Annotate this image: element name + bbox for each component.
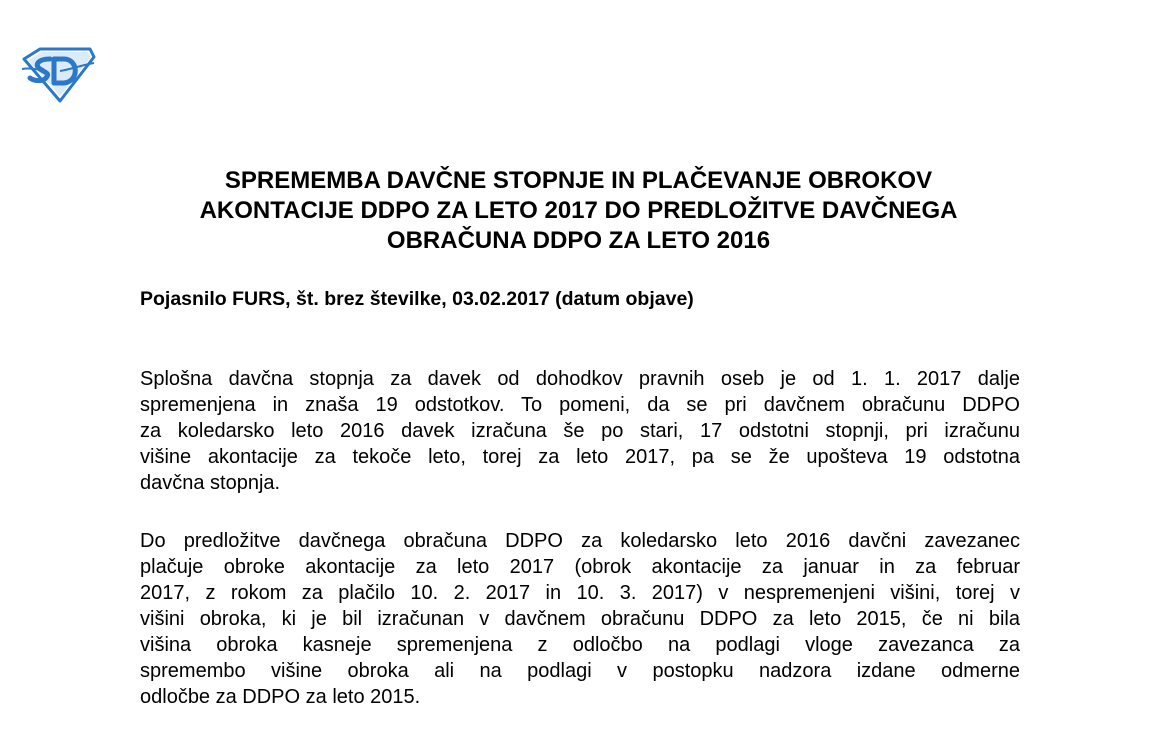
paragraph-line: višina obroka kasneje spremenjena z odločbo na podlagi vloge zavezanca za xyxy=(140,634,1020,656)
document-subtitle: Pojasnilo FURS, št. brez številke, 03.02.2017 (datum objave) xyxy=(140,288,694,310)
sd-shield-logo-icon xyxy=(20,47,96,103)
paragraph-line: spremenjena in znaša 19 odstotkov. To pomeni, da se pri davčnem obračunu DDPO xyxy=(140,394,1020,416)
title-line: SPREMEMBA DAVČNE STOPNJE IN PLAČEVANJE OBROKOV xyxy=(224,167,933,194)
title-line: AKONTACIJE DDPO ZA LETO 2017 DO PREDLOŽITVE DAVČNEGA xyxy=(199,197,958,224)
paragraph-line: odločbe za DDPO za leto 2015. xyxy=(140,686,421,708)
paragraph-line: plačuje obroke akontacije za leto 2017 (obrok akontacije za januar in za februar xyxy=(140,556,1020,578)
paragraph-line: Splošna davčna stopnja za davek od dohodkov pravnih oseb je od 1. 1. 2017 dalje xyxy=(140,368,1020,390)
paragraph-1 xyxy=(140,366,1020,496)
paragraph-line: za koledarsko leto 2016 davek izračuna še po stari, 17 odstotni stopnji, pri izračunu xyxy=(140,420,1020,442)
paragraph-2 xyxy=(140,528,1020,710)
paragraph-line: spremembo višine obroka ali na podlagi v postopku nadzora izdane odmerne xyxy=(140,660,1020,682)
paragraph-line: višini obroka, ki je bil izračunan v davčnem obračunu DDPO za leto 2015, če ni bila xyxy=(140,608,1020,630)
paragraph-line: višine akontacije za tekoče leto, torej za leto 2017, pa se že upošteva 19 odstotna xyxy=(140,446,1020,468)
paragraph-line: 2017, z rokom za plačilo 10. 2. 2017 in 10. 3. 2017) v nespremenjeni višini, torej v xyxy=(140,582,1020,604)
paragraph-line: Do predložitve davčnega obračuna DDPO za koledarsko leto 2016 davčni zavezanec xyxy=(140,530,1020,552)
document-title xyxy=(110,166,1047,256)
paragraph-line: davčna stopnja. xyxy=(140,472,281,494)
title-line: OBRAČUNA DDPO ZA LETO 2016 xyxy=(386,227,771,254)
